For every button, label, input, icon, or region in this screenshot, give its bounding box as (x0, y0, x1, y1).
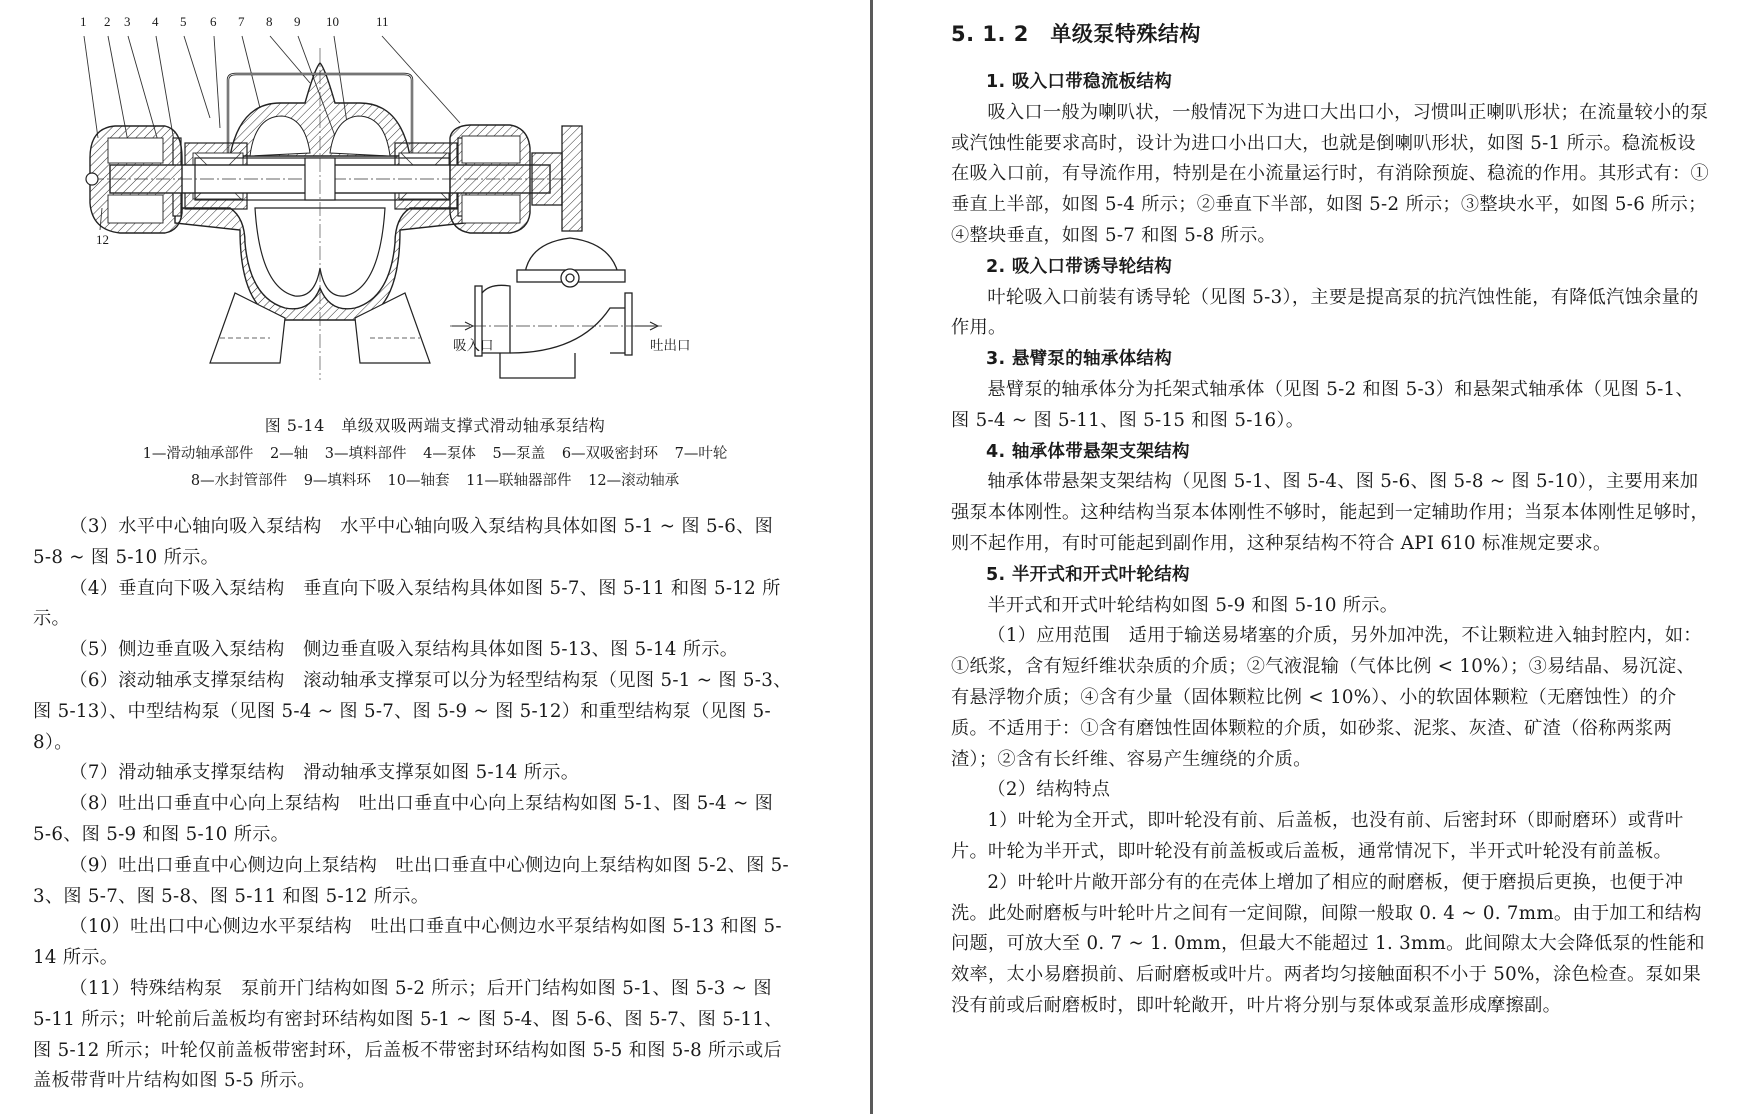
paragraph: （8）吐出口垂直中心向上泵结构 吐出口垂直中心向上泵结构如图 5-1、图 5-4 ~ 图 5-6、图 5-9 和图 5-10 所示。 (33, 793, 774, 845)
inlet-label: 吸入口 (453, 338, 494, 353)
figure-legend-line-1 (0, 442, 870, 463)
legend-item: 4—泵体 (423, 446, 476, 462)
legend-item: 10—轴套 (387, 473, 450, 489)
figure-caption: 图 5-14 单级双吸两端支撑式滑动轴承泵结构 (264, 416, 606, 435)
subsection-heading: 4. 轴承体带悬架支架结构 (986, 441, 1190, 462)
paragraph: 叶轮吸入口前装有诱导轮（见图 5-3），主要是提高泵的抗汽蚀性能，有降低汽蚀余量的作用。 (951, 286, 1699, 339)
left-body-text (33, 512, 793, 1097)
legend-item: 1—滑动轴承部件 (142, 446, 254, 462)
part-number-label: 7 (238, 14, 245, 29)
part-number-label: 10 (326, 14, 339, 29)
legend-item: 12—滚动轴承 (588, 473, 680, 489)
part-number-label: 3 (124, 14, 131, 29)
part-number-label: 6 (210, 14, 217, 29)
paragraph: （4）垂直向下吸入泵结构 垂直向下吸入泵结构具体如图 5-7、图 5-11 和图 5-12 所示。 (33, 577, 781, 630)
legend-item: 5—泵盖 (492, 446, 546, 462)
paragraph: （2）结构特点 (987, 779, 1111, 801)
legend-item: 2—轴 (269, 446, 309, 462)
paragraph: 轴承体带悬架支架结构（见图 5-1、图 5-4、图 5-6、图 5-8 ~ 图 5-10），主要用来加强泵本体刚性。这种结构当泵本体刚性不够时，能起到一定辅助作用；当泵本体刚性足够时，则不起作用，有时可能起到副作用，这种泵结构不符合 API 610 标准规定要求。 (951, 471, 1709, 554)
legend-item: 11—联轴器部件 (466, 473, 572, 489)
part-number-label: 2 (104, 14, 111, 29)
legend-item: 7—叶轮 (674, 446, 728, 462)
left-page (0, 0, 870, 1114)
paragraph: （3）水平中心轴向吸入泵结构 水平中心轴向吸入泵结构具体如图 5-1 ~ 图 5-6、图 5-8 ~ 图 5-10 所示。 (33, 516, 774, 568)
right-body-text (951, 19, 1711, 1022)
part-number-label: 9 (294, 14, 301, 29)
part-number-label: 8 (266, 14, 273, 29)
paragraph: 半开式和开式叶轮结构如图 5-9 和图 5-10 所示。 (987, 594, 1399, 616)
paragraph: 悬臂泵的轴承体分为托架式轴承体（见图 5-2 和图 5-3）和悬架式轴承体（见图 5-1、图 5-4 ~ 图 5-11、图 5-15 和图 5-16）。 (951, 378, 1694, 431)
pump-cross-section-figure (70, 8, 790, 403)
legend-item: 3—填料部件 (324, 446, 407, 462)
part-number-label: 4 (152, 14, 159, 29)
part-number-label: 1 (80, 14, 87, 29)
figure-legend-line-2 (0, 469, 870, 490)
paragraph: 吸入口一般为喇叭状，一般情况下为进口大出口小，习惯叫正喇叭形状；在流量较小的泵或汽蚀性能要求高时，设计为进口小出口大，也就是倒喇叭形状，如图 5-1 所示。稳流板设在吸入口前，有导流作用，特别是在小流量运行时，有消除预旋、稳流的作用。其形式有：①垂直上半部，如图 5-4 所示；②垂直下半部，如图 5-2 所示；③整块水平，如图 5-6 所示；④整块垂直，如图 5-7 和图 5-8 所示。 (951, 101, 1709, 246)
legend-item: 9—填料环 (303, 473, 371, 489)
part-number-label: 11 (376, 14, 389, 29)
paragraph: （6）滚动轴承支撑泵结构 滚动轴承支撑泵可以分为轻型结构泵（见图 5-1 ~ 图 5-3、图 5-13）、中型结构泵（见图 5-4 ~ 图 5-7、图 5-9 ~ 图 5-12）和重型结构泵（见图 5-8）。 (33, 669, 792, 753)
paragraph: 2）叶轮叶片敞开部分有的在壳体上增加了相应的耐磨板，便于磨损后更换，也便于冲洗。此处耐磨板与叶轮叶片之间有一定间隙，间隙一般取 0. 4 ~ 0. 7mm。由于加工和结构问题，可放大至 0. 7 ~ 1. 0mm，但最大不能超过 1. 3mm。此间隙太大会降低泵的性能和效率，太小易磨损前、后耐磨板或叶片。两者均匀接触面积不小于 50%，涂色检查。泵如果没有前或后耐磨板时，即叶轮敞开，叶片将分别与泵体或泵盖形成摩擦副。 (951, 871, 1705, 1016)
side-view-inset (475, 238, 632, 378)
subsection-heading: 5. 半开式和开式叶轮结构 (986, 564, 1190, 585)
paragraph: （9）吐出口垂直中心侧边向上泵结构 吐出口垂直中心侧边向上泵结构如图 5-2、图 5-3、图 5-7、图 5-8、图 5-11 和图 5-12 所示。 (33, 854, 789, 907)
paragraph: （1）应用范围 适用于输送易堵塞的介质，另外加冲洗，不让颗粒进入轴封腔内，如：①纸浆，含有短纤维状杂质的介质；②气液混输（气体比例 < 10%）；③易结晶、易沉淀、有悬浮物介质；④含有少量（固体颗粒比例 < 10%）、小的软固体颗粒（无磨蚀性）的介质。不适用于：①含有磨蚀性固体颗粒的介质，如砂浆、泥浆、灰渣、矿渣（俗称两浆两渣）；②含有长纤维、容易产生缠绕的介质。 (951, 625, 1702, 770)
paragraph: （5）侧边垂直吸入泵结构 侧边垂直吸入泵结构具体如图 5-13、图 5-14 所示。 (69, 639, 739, 661)
part-number-label: 12 (96, 232, 109, 247)
subsection-heading: 2. 吸入口带诱导轮结构 (986, 256, 1173, 277)
outlet-label: 吐出口 (650, 338, 691, 353)
legend-item: 8—水封管部件 (190, 473, 288, 489)
part-number-label: 5 (180, 14, 187, 29)
section-heading: 5. 1. 2 单级泵特殊结构 (951, 22, 1201, 46)
subsection-heading: 1. 吸入口带稳流板结构 (986, 72, 1173, 92)
legend-item: 6—双吸密封环 (561, 446, 659, 462)
paragraph: 1）叶轮为全开式，即叶轮没有前、后盖板，也没有前、后密封环（即耐磨环）或背叶片。叶轮为半开式，即叶轮没有前盖板或后盖板，通常情况下，半开式叶轮没有前盖板。 (951, 810, 1684, 862)
paragraph: （11）特殊结构泵 泵前开门结构如图 5-2 所示；后开门结构如图 5-1、图 5-3 ~ 图 5-11 所示；叶轮前后盖板均有密封环结构如图 5-1 ~ 图 5-4、图 5-6、图 5-7、图 5-11、图 5-12 所示；叶轮仅前盖板带密封环，后盖板不带密封环结构如图 5-5 和图 5-8 所示或后盖板带背叶片结构如图 5-5 所示。 (33, 977, 783, 1092)
paragraph: （7）滑动轴承支撑泵结构 滑动轴承支撑泵如图 5-14 所示。 (69, 762, 580, 784)
paragraph: （10）吐出口中心侧边水平泵结构 吐出口垂直中心侧边水平泵结构如图 5-13 和图 5-14 所示。 (33, 916, 782, 969)
subsection-heading: 3. 悬臂泵的轴承体结构 (986, 349, 1173, 370)
